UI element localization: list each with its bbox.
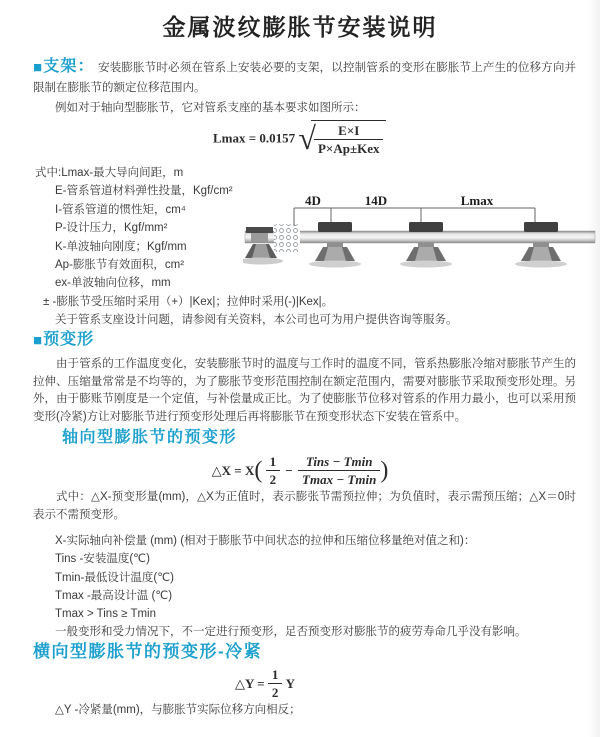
dim-label-14d: 14D [364,193,388,208]
close-paren: ) [380,457,389,484]
pipe-support [309,222,361,268]
axial-predeform-heading: 轴向型膨胀节的预变形 [62,429,238,446]
lateral-predeform-formula [0,667,530,700]
half-denominator: 2 [266,470,281,487]
predeform-paragraph: 由于管系的工作温度变化，安装膨胀节时的温度与工作时的温度不同，管系热膨胀冷缩对膨胀节产生的拉伸、压缩量常常是不均等的，为了膨胀节变形范围控制在额定范围内，需要对膨胀节采取预变形处理。另外，由于膨账节刚度是一个定值，与补偿量成正比。为了使膨胀节位移对管系的作用力最小，也可以采用预变形(冷紧)方让对膨胀节进行预变形处理后再将膨胀节在预变形状态下安装在管系中。 [33,358,576,423]
lmax-numerator: E×I [338,123,360,138]
half-denominator: 2 [268,683,283,700]
section-bullet-icon: ■ [33,332,43,349]
half-fraction [268,667,283,700]
lmax-denominator: P×Ap±Kex [314,139,383,156]
definition-line: X-实际轴向补偿量 (mm) (相对于膨胀节中间状态的拉伸和压缩位移量绝对值之和)： [55,535,476,547]
temperature-fraction [298,454,380,487]
lmax-formula-lhs: Lmax = 0.0157 [213,130,296,146]
predeform-definition-list [55,532,575,642]
bellows-icon [274,224,300,252]
section-bullet-icon: ■ [33,59,43,76]
support-paragraph-text: 安装膨胀节时必须在管系上安装必要的支架，以控制管系的变形在膨胀节上产生的位移方向并限制在膨胀节的额定位移范围内。 [33,62,576,94]
dy-formula-lhs: △Y = [235,676,265,691]
open-paren: ( [254,457,263,484]
support-heading: 支架： [43,58,95,75]
definition-line: I-管系管道的惯性矩，cm⁴ [55,203,186,216]
support-section [33,57,576,119]
predeform-heading-text: 预变形 [43,331,95,348]
half-numerator: 1 [269,454,277,469]
dim-label-4d: 4D [305,193,321,208]
dx-formula-lhs: △X = X [211,463,255,478]
definition-line: P-设计压力，Kgf/mm² [55,222,168,235]
minus-operator: − [285,463,293,478]
definition-line: Tmax -最高设计温 (℃) [55,589,173,602]
definition-line: E-管系管道材料弹性投量，Kgf/cm² [55,185,233,198]
definition-line: ex-单波轴向位移，mm [55,277,171,290]
definition-line: Tmin-最低设计温度(℃) [55,571,174,584]
definition-line: Ap-膨胀节有效面积，cm² [55,259,185,272]
pipe-support [400,222,452,268]
definition-line: Tmax > Tins ≥ Tmin [55,608,156,621]
axial-predeform-formula [0,454,600,487]
dy-formula-rhs: Y [285,676,295,691]
radical-sign-icon: √ [298,120,316,156]
definition-line: ± -膨胀节受压缩时采用（+）|Kex|；拉伸时采用(-)|Kex|。 [43,295,334,308]
formula-explanation-paragraph: 式中：△X-预变形量(mm)，△X为正值时，表示膨张节需预拉伸；为负值时，表示需预压缩；△X＝0时表示不需预变形。 [33,491,576,521]
definition-line: Tins -安装温度(℃) [55,553,150,566]
half-numerator: 1 [271,667,279,682]
temp-numerator: Tins − Tmin [305,454,373,469]
lateral-predeform-heading: 横向型膨胀节的预变形-冷紧 [33,642,263,661]
predeform-heading [33,331,94,351]
pipe-support [515,222,567,268]
half-fraction [266,454,281,487]
pipe-support-diagram [243,192,598,287]
support-note: 关于管系支座设计问题，请参阅有关资料，本公司也可为用户提供咨询等服务。 [55,314,458,327]
support-paragraph [33,57,576,98]
dim-label-lmax: Lmax [460,193,494,208]
definition-line: K-单波轴向刚度；Kgf/mm [55,240,187,253]
temp-denominator: Tmax − Tmin [298,470,380,487]
support-example-line: 例如对于轴向型膨胀节，它对管系支座的基本要求如图所示： [55,102,366,114]
definition-line: 一般变形和受力情况下，不一定进行预变形，足否预变形对膨胀节的疲劳寿命几乎没有影响。 [55,626,527,639]
definition-line: 式中:Lmax-最大导向间距，m [35,167,184,179]
sqrt-radical [298,120,386,156]
page-title: 金属波纹膨胀节安装说明 [162,14,438,40]
lateral-note-line: △Y -冷紧量(mm)，与膨胀节实际位移方向相反； [55,704,301,716]
lmax-formula [213,120,386,156]
